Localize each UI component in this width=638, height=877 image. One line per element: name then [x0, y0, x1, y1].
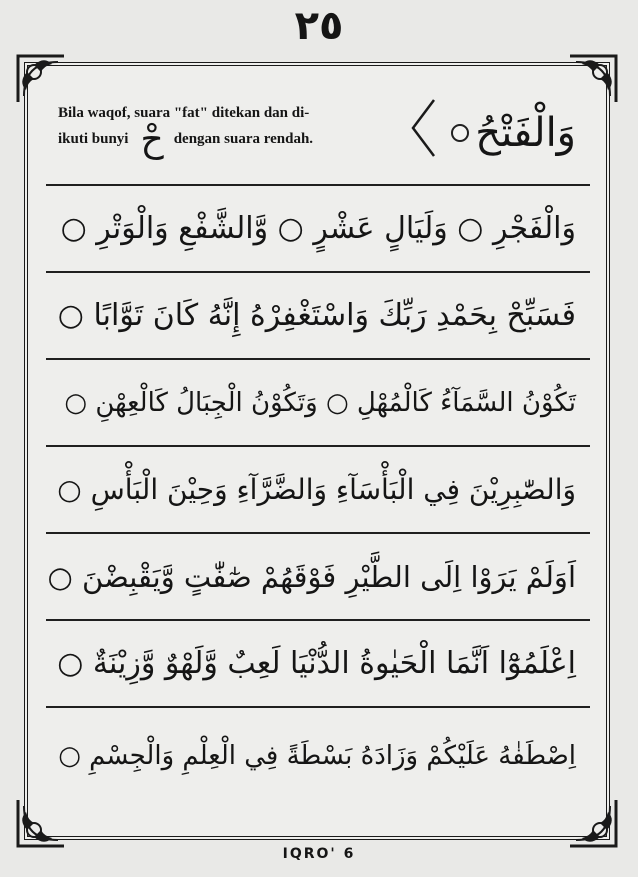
note-text-a: ikuti bunyi [58, 131, 129, 147]
arabic-line: اَوَلَمْ يَرَوْا اِلَى الطَّيْرِ فَوْقَهُمْ صٰٓفّٰتٍ وَّيَقْبِضْنَ ○ [47, 559, 576, 594]
note-line-1: Bila waqof, suara "fat" ditekan dan di- [58, 105, 310, 121]
lesson-rows [46, 82, 590, 804]
note-text-b: dengan suara rendah. [173, 131, 314, 147]
arabic-line: اِعْلَمُوْٓا اَنَّمَا الْحَيٰوةُ الدُّنْيَا لَعِبٌ وَّلَهْوٌ وَّزِيْنَةٌ ○ [57, 646, 576, 681]
waqof-circle-icon [451, 124, 469, 142]
corner-ornament-icon [14, 796, 68, 850]
note-line-2 [58, 119, 393, 160]
corner-ornament-icon [566, 796, 620, 850]
waqof-note [58, 100, 393, 160]
arabic-line-row [46, 708, 590, 804]
arabic-line-row [46, 273, 590, 360]
chevron-left-icon [410, 98, 436, 158]
arabic-line-row [46, 186, 590, 273]
page-frame [24, 62, 610, 840]
arabic-line: فَسَبِّحْ بِحَمْدِ رَبِّكَ وَاسْتَغْفِرْهُ إِنَّهُ كَانَ تَوَّابًا ○ [57, 298, 576, 333]
intro-arabic [445, 82, 576, 184]
arabic-line: تَكُوْنُ السَّمَآءُ كَالْمُهْلِ ○ وَتَكُوْنُ الْجِبَالُ كَالْعِهْنِ ○ [64, 387, 576, 418]
arabic-line: وَالْفَجْرِ ○ وَلَيَالٍ عَشْرٍ ○ وَّالشَّفْعِ وَالْوَتْرِ ○ [60, 211, 576, 246]
book-footer: IQRO' 6 [282, 846, 356, 862]
page-number: ٢٥ [294, 3, 344, 49]
arabic-line: اِصْطَفٰهُ عَلَيْكُمْ وَزَادَهُ بَسْطَةً فِي الْعِلْمِ وَالْجِسْمِ ○ [58, 741, 576, 771]
note-arabic-glyph: حْ [140, 119, 164, 160]
arabic-line-row [46, 447, 590, 534]
arabic-line-row [46, 360, 590, 447]
arabic-text: وَالْفَتْحُ [475, 110, 576, 156]
intro-row [46, 82, 590, 186]
arabic-line-row [46, 534, 590, 621]
arabic-line-row [46, 621, 590, 708]
arabic-line: وَالصّٰبِرِيْنَ فِي الْبَأْسَآءِ وَالضَّرَّآءِ وَحِيْنَ الْبَأْسِ ○ [57, 473, 576, 506]
